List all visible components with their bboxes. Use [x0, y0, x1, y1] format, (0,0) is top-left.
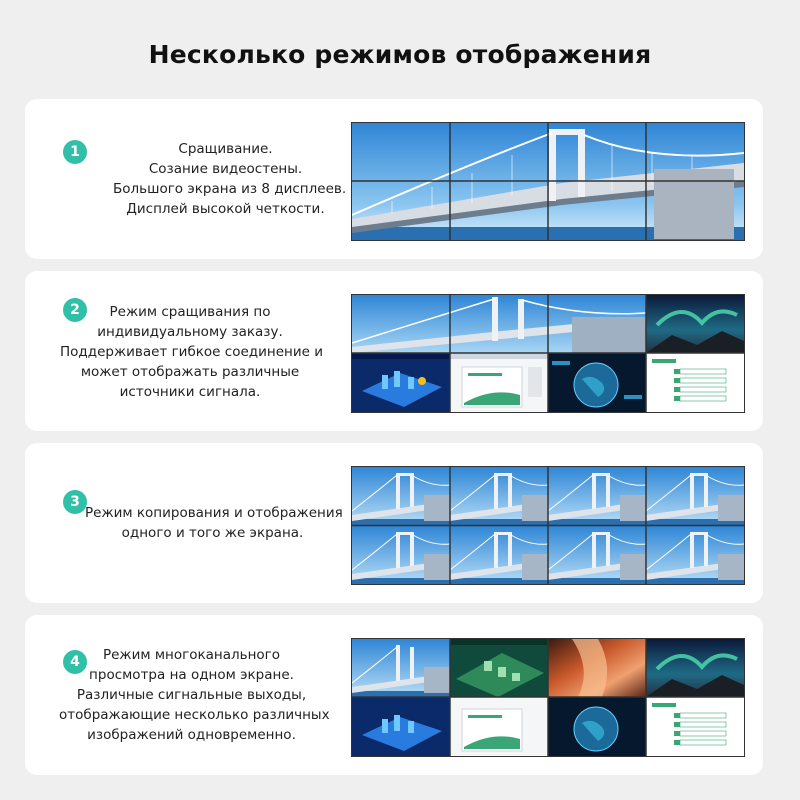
video-wall-preview-3 — [351, 466, 745, 585]
mode-description-4: Режим многоканального просмотра на одном экране. Различные сигнальные выходы, отображающие несколько различных изображений одновременно. — [59, 647, 330, 743]
mode-card-2 — [25, 271, 763, 431]
mode-description-2: Режим сращивания по индивидуальному заказу. Поддерживает гибкое соединение и может отображать различные источники сигнала. — [60, 304, 323, 400]
mode-card-1 — [25, 99, 763, 259]
step-badge-4: 4 — [63, 650, 87, 674]
page-title: Несколько режимов отображения — [148, 40, 652, 69]
video-wall-preview-2 — [351, 294, 745, 413]
video-wall-preview-4 — [351, 638, 745, 757]
step-badge-3: 3 — [63, 490, 87, 514]
step-badge-2: 2 — [63, 298, 87, 322]
mode-card-4 — [25, 615, 763, 775]
step-badge-1: 1 — [63, 140, 87, 164]
mode-description-3: Режим копирования и отображения одного и того же экрана. — [85, 505, 343, 541]
mode-card-3 — [25, 443, 763, 603]
mode-description-1: Сращивание. Созание видеостены. Большого экрана из 8 дисплеев. Дисплей высокой четкости. — [113, 141, 347, 217]
video-wall-preview-1 — [351, 122, 745, 241]
